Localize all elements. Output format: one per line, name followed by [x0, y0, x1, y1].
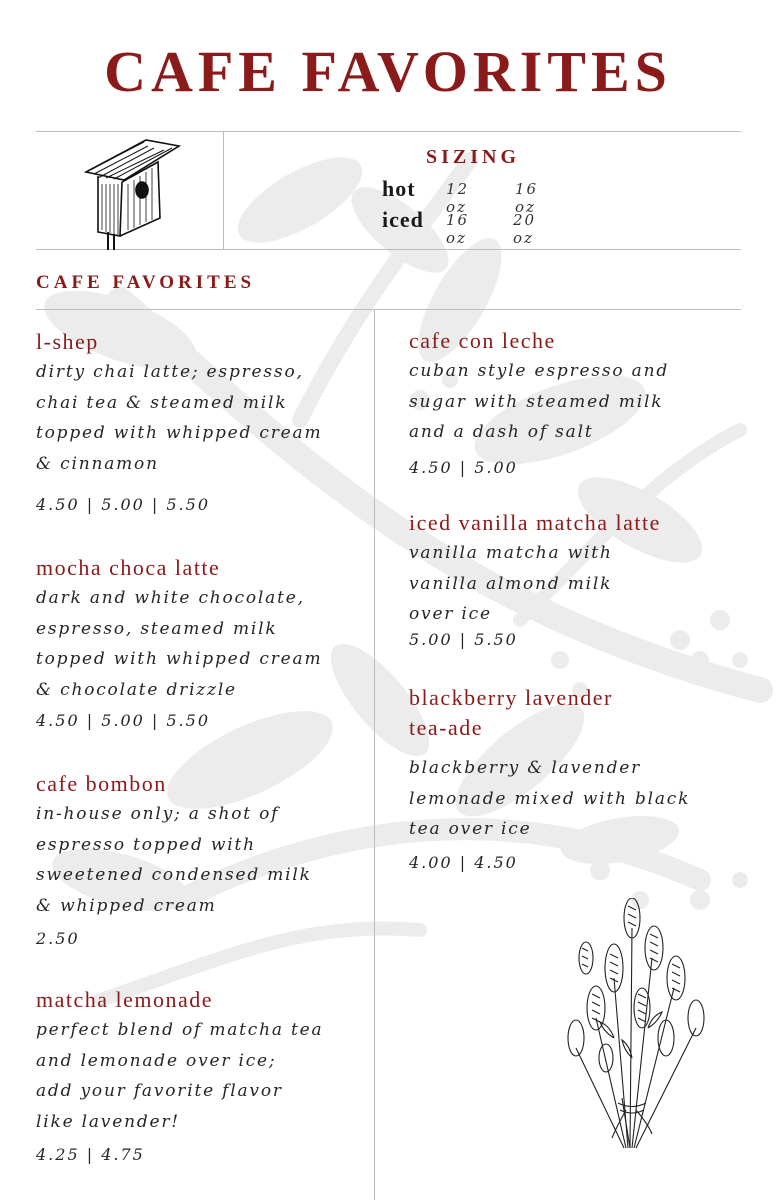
- item-description: in-house only; a shot of espresso topped with sweetened condensed milk & whipped cream: [36, 804, 312, 916]
- item-name: blackberry lavender tea-ade: [409, 685, 613, 740]
- menu-item: [36, 327, 366, 514]
- menu-item: [36, 769, 366, 948]
- item-name: cafe con leche: [409, 328, 556, 353]
- item-name: l-shep: [36, 329, 99, 354]
- divider: [36, 309, 741, 310]
- item-description: perfect blend of matcha tea and lemonade over ice; add your favorite flavor like lavender!: [36, 1020, 324, 1132]
- size-label: hot: [382, 176, 416, 201]
- menu-item: [409, 326, 749, 477]
- size-value: 20 oz: [513, 211, 537, 247]
- column-divider: [374, 309, 375, 1200]
- sizing-title: SIZING: [426, 146, 521, 168]
- item-name: mocha choca latte: [36, 555, 221, 580]
- item-price: 4.50 | 5.00 | 5.50: [36, 711, 210, 730]
- section-title: CAFE FAVORITES: [36, 272, 256, 293]
- menu-item: [36, 985, 366, 1164]
- item-price: 4.50 | 5.00: [409, 457, 518, 477]
- size-value: 12 oz: [446, 180, 470, 216]
- birdhouse-icon: [84, 132, 184, 250]
- item-description: dirty chai latte; espresso, chai tea & steamed milk topped with whipped cream & cinnamon: [36, 362, 323, 474]
- item-price: 4.25 | 4.75: [36, 1145, 145, 1164]
- item-name: cafe bombon: [36, 771, 167, 796]
- item-description: cuban style espresso and sugar with steamed milk and a dash of salt: [409, 361, 670, 442]
- size-value: 16 oz: [515, 180, 539, 216]
- item-description: vanilla matcha with vanilla almond milk over ice: [409, 543, 613, 624]
- item-price: 4.50 | 5.00 | 5.50: [36, 495, 210, 514]
- item-price: 2.50: [36, 929, 80, 948]
- item-description: blackberry & lavender lemonade mixed with black tea over ice: [409, 758, 691, 839]
- menu-item: [409, 683, 749, 872]
- page-title: CAFE FAVORITES: [104, 39, 672, 104]
- lavender-bouquet-icon: [556, 898, 712, 1154]
- divider: [223, 131, 224, 249]
- menu-item: [36, 553, 366, 730]
- menu-item: [409, 508, 749, 649]
- item-description: dark and white chocolate, espresso, steamed milk topped with whipped cream & chocolate drizzle: [36, 588, 323, 700]
- item-name: matcha lemonade: [36, 987, 214, 1012]
- size-label: iced: [382, 207, 424, 232]
- item-name: iced vanilla matcha latte: [409, 510, 661, 535]
- item-price: 5.00 | 5.50: [409, 629, 518, 649]
- item-price: 4.00 | 4.50: [409, 852, 518, 872]
- size-value: 16 oz: [446, 211, 470, 247]
